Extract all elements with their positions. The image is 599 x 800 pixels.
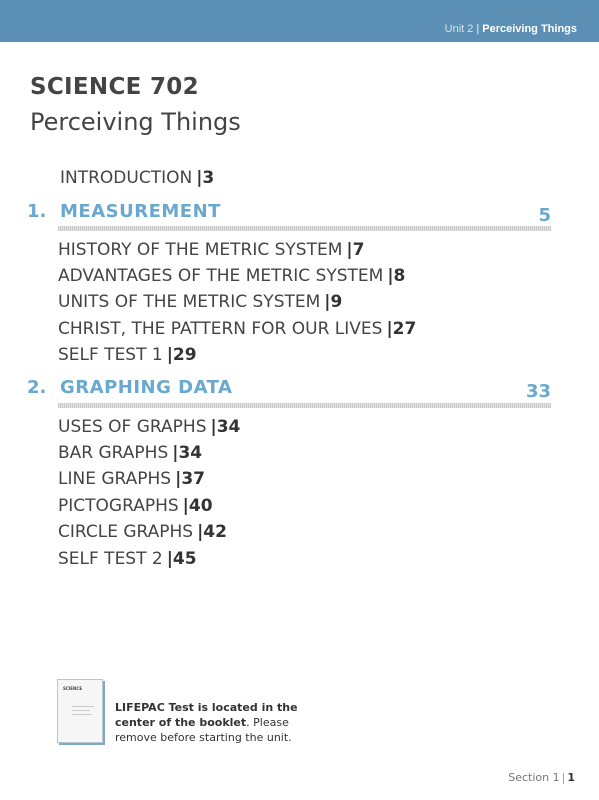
toc-item [58,240,364,260]
toc-item [58,443,202,463]
page-title: SCIENCE 702 [30,74,199,100]
toc-item-page: |40 [182,496,213,516]
toc-item-label: SELF TEST 2 [58,549,163,569]
footer-separator: | [561,771,566,784]
booklet-thumbnail-title: SCIENCE [63,686,83,691]
toc-item-label: ADVANTAGES OF THE METRIC SYSTEM [58,266,384,286]
page-footer [508,771,575,784]
section-1-title: MEASUREMENT [60,201,221,222]
toc-item-label: LINE GRAPHS [58,469,172,489]
header-unit-title: Perceiving Things [482,23,577,35]
toc-item [58,319,416,339]
toc-item [58,549,197,569]
section-2-divider [58,403,551,408]
header-breadcrumb [445,23,577,35]
toc-item [58,266,405,286]
toc-item-page: |3 [196,168,215,188]
section-1-number: 1. [27,201,47,222]
toc-item-label: INTRODUCTION [60,168,193,188]
toc-item-page: |8 [387,266,406,286]
note-text: . Please remove before starting the unit. [115,716,292,744]
section-1-divider [58,226,551,231]
toc-item [58,496,213,516]
toc-item [58,345,197,365]
section-1-page: 5 [538,205,551,226]
booklet-thumbnail-line [72,710,90,711]
toc-item [58,469,205,489]
toc-item-page: |34 [172,443,203,463]
toc-item-label: HISTORY OF THE METRIC SYSTEM [58,240,343,260]
toc-item-page: |29 [166,345,197,365]
toc-item [58,292,342,312]
header-bar [0,0,599,42]
toc-item-page: |45 [166,549,197,569]
booklet-thumbnail-line [72,706,94,707]
header-unit: Unit 2 [444,23,474,35]
header-separator: | [476,23,480,35]
section-2-title: GRAPHING DATA [60,377,233,398]
toc-item-label: CHRIST, THE PATTERN FOR OUR LIVES [58,319,383,339]
toc-item-page: |42 [197,522,227,542]
footer-section: Section 1 [508,771,560,784]
lifepac-test-note [115,700,305,745]
toc-item [58,417,240,437]
toc-item-page: |7 [346,240,365,260]
toc-item-page: |37 [175,469,205,489]
toc-item [58,522,227,542]
toc-item-page: |27 [386,319,417,339]
toc-item-label: SELF TEST 1 [58,345,163,365]
toc-item-label: CIRCLE GRAPHS [58,522,194,542]
toc-item-label: UNITS OF THE METRIC SYSTEM [58,292,321,312]
toc-item-page: |34 [210,417,241,437]
footer-page-number: 1 [567,771,575,784]
section-2-page: 33 [525,381,551,402]
toc-item-label: USES OF GRAPHS [58,417,207,437]
toc-item-label: PICTOGRAPHS [58,496,179,516]
booklet-thumbnail-line [72,714,92,715]
booklet-thumbnail [57,679,103,743]
section-2-number: 2. [27,377,47,398]
toc-item-page: |9 [324,292,343,312]
note-bold-text: LIFEPAC Test is located in the center of the booklet [115,701,298,729]
page-subtitle: Perceiving Things [30,108,241,136]
toc-item-label: BAR GRAPHS [58,443,169,463]
toc-item-introduction [60,168,214,188]
